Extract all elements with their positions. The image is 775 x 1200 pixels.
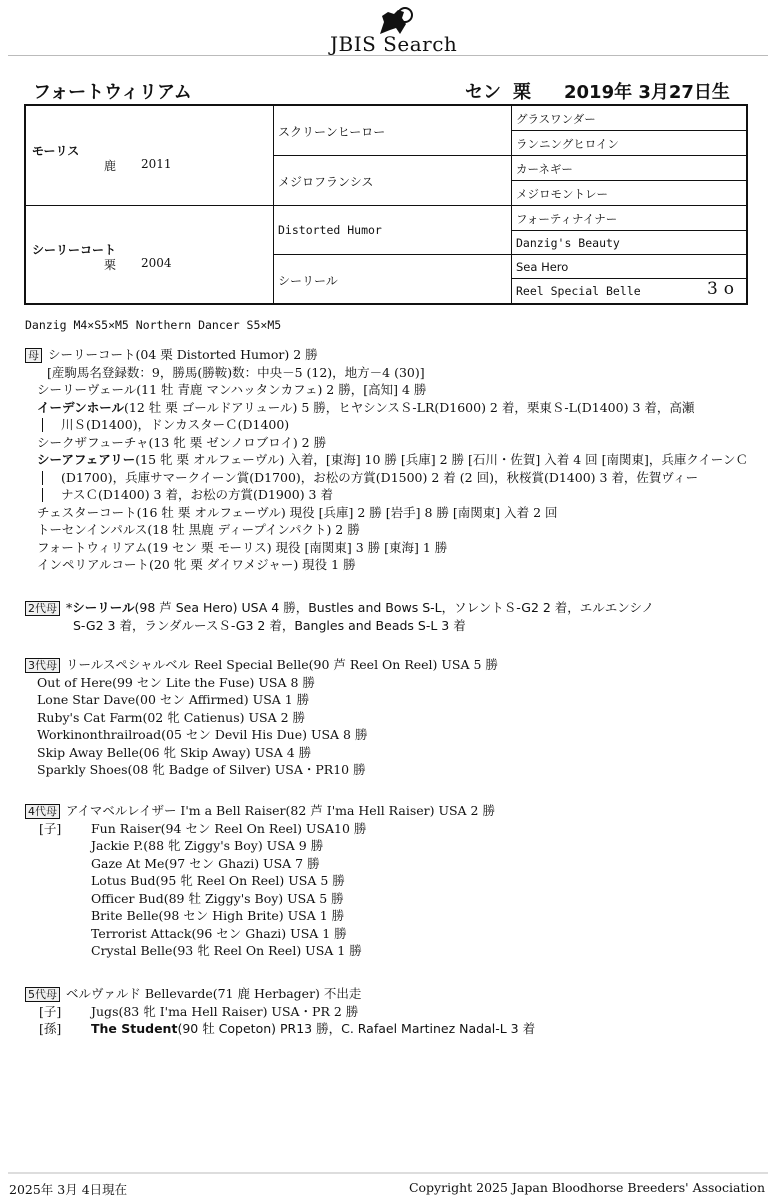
dam-progeny-line: [25, 504, 725, 522]
dam-sire-name[interactable]: Distorted Humor: [278, 223, 382, 237]
fourth-dam-head-text: アイマベルレイザー I'm a Bell Raiser(82 芦 I'ma Hell Raiser) USA 2 勝: [66, 803, 495, 818]
dam-head: [25, 346, 725, 364]
sire-cell: [26, 106, 274, 206]
third-dam-progeny-item: Lone Star Dave(00 セン Affirmed) USA 1 勝: [37, 692, 310, 707]
gen3-name-8[interactable]: Reel Special Belle: [516, 284, 641, 298]
progeny-record: Crystal Belle(93 牝 Reel On Reel) USA 1 勝: [91, 943, 362, 958]
horse-color: 栗: [513, 82, 531, 103]
progeny-record: トーセンインパルス(18 牡 黒鹿 ディープインパクト) 2 勝: [37, 522, 360, 537]
dam-progeny-list: [25, 381, 749, 574]
continuation-bar: [42, 488, 43, 502]
progeny-record: Lotus Bud(95 牝 Reel On Reel) USA 5 勝: [91, 873, 345, 888]
dam-progeny-line: [25, 434, 725, 452]
gen3-cell-4: [512, 181, 746, 206]
fifth-dam-head-text: ベルヴァルド Bellevarde(71 鹿 Herbager) 不出走: [66, 986, 362, 1001]
progeny-record: 川Ｓ(D1400)，ドンカスターＣ(D1400): [61, 417, 290, 432]
dam-dam-cell: [274, 255, 512, 303]
horse-name: フォートウィリアム: [33, 82, 192, 103]
second-dam-record-2: S-G2 3 着，ランダルースＳ-G3 2 着，Bangles and Beads S-L 3 着: [73, 617, 466, 633]
pedigree-table: [24, 104, 748, 305]
second-dam-tag: 2代母: [25, 601, 60, 616]
dam-year: 2004: [141, 256, 172, 270]
gen3-name-7[interactable]: Sea Hero: [516, 260, 569, 274]
progeny-record: チェスターコート(16 牡 栗 オルフェーヴル) 現役 [兵庫] 2 勝 [岩手] 8 勝 [南関東] 入着 2 回: [37, 504, 558, 520]
fourth-dam-progeny-item: [25, 872, 725, 890]
dam-progeny-line: [25, 469, 725, 487]
progeny-record: (D1700)，兵庫サマークイーン賞(D1700)，お松の方賞(D1500) 2 着 (2 回)，秋桜賞(D1400) 3 着，佐賀ヴィー: [61, 469, 699, 485]
third-dam-progeny-list: [25, 674, 725, 779]
gen3-cell-5: [512, 206, 746, 231]
second-dam-section: [25, 599, 725, 634]
dam-stats: [産駒馬名登録数：9，勝馬(勝鞍)数：中央－5 (12)，地方－4 (30)]: [47, 364, 425, 380]
family-number: 3o: [706, 279, 740, 299]
dam-sire-cell: [274, 206, 512, 255]
progeny-record: Terrorist Attack(96 セン Ghazi) USA 1 勝: [91, 925, 347, 941]
dam-tag: 母: [25, 348, 42, 363]
progeny-record: シークザフューチャ(13 牝 栗 ゼンノロブロイ) 2 勝: [37, 434, 327, 450]
third-dam-tag: 3代母: [25, 658, 60, 673]
gen3-cell-7: [512, 255, 746, 279]
fourth-dam-progeny-item: [25, 942, 725, 960]
sire-year: 2011: [141, 157, 172, 171]
third-dam-progeny-item: Workinonthrailroad(05 セン Devil His Due) USA 8 勝: [37, 727, 368, 742]
fifth-dam-grand-line: [25, 1020, 725, 1038]
gen3-name-6[interactable]: Danzig's Beauty: [516, 236, 620, 250]
gen3-name-5[interactable]: フォーティナイナー: [516, 212, 618, 226]
fifth-dam-grandchild-record: (90 牡 Copeton) PR13 勝，C. Rafael Martinez Nadal-L 3 着: [177, 1021, 536, 1036]
second-dam-name[interactable]: シーリール: [72, 600, 135, 615]
progeny-record: フォートウィリアム(19 セン 栗 モーリス) 現役 [南関東] 3 勝 [東海] 1 勝: [37, 539, 448, 555]
fifth-dam-tag: 5代母: [25, 987, 60, 1002]
fourth-dam-progeny-item: [25, 907, 725, 925]
progeny-record: Jackie P.(88 牝 Ziggy's Boy) USA 9 勝: [91, 838, 324, 853]
gen3-name-3[interactable]: カーネギー: [516, 162, 573, 176]
grandchild-label: [孫]: [39, 1021, 62, 1036]
fifth-dam-child-line: [25, 1003, 725, 1021]
fourth-dam-progeny-item: [25, 890, 725, 908]
progeny-record: Brite Belle(98 セン High Brite) USA 1 勝: [91, 908, 345, 923]
dam-progeny-line: [25, 521, 725, 539]
sire-name[interactable]: モーリス: [32, 144, 80, 158]
progeny-name[interactable]: イーデンホール: [37, 399, 125, 415]
third-dam-progeny-item: Ruby's Cat Farm(02 牝 Catienus) USA 2 勝: [37, 709, 306, 725]
progeny-name[interactable]: シーアフェアリー: [37, 452, 136, 467]
dam-cell: [26, 206, 274, 303]
gen3-cell-1: [512, 106, 746, 131]
fourth-dam-head: [25, 802, 725, 820]
header-divider: [8, 55, 768, 56]
third-dam-progeny-item: Skip Away Belle(06 牝 Skip Away) USA 4 勝: [37, 744, 312, 760]
continuation-bar: [42, 471, 43, 485]
footer-divider: [8, 1172, 768, 1174]
progeny-record: ナスＣ(D1400) 3 着，お松の方賞(D1900) 3 着: [61, 487, 333, 502]
third-dam-head-text: リールスペシャルベル Reel Special Belle(90 芦 Reel On Reel) USA 5 勝: [66, 657, 498, 672]
continuation-bar: [42, 418, 43, 432]
dam-head-text: シーリーコート(04 栗 Distorted Humor) 2 勝: [48, 347, 318, 362]
dam-dam-name[interactable]: シーリール: [278, 274, 338, 288]
gen3-cell-6: [512, 231, 746, 255]
sire-color: 鹿: [104, 159, 117, 173]
horse-sex: セン: [465, 82, 501, 103]
dam-progeny-line: [25, 556, 725, 574]
horse-title-row: [33, 78, 733, 102]
dam-name[interactable]: シーリーコート: [32, 243, 117, 257]
gen3-name-2[interactable]: ランニングヒロイン: [516, 137, 619, 151]
progeny-record: (15 牝 栗 オルフェーヴル) 入着，[東海] 10 勝 [兵庫] 2 勝 [石川・佐賀] 入着 4 回 [南関東]，兵庫クイーンＣ: [135, 452, 749, 467]
second-dam-record-1: (98 芦 Sea Hero) USA 4 勝，Bustles and Bows S-L，ソレントＳ-G2 2 着，エルエンシノ: [134, 600, 654, 615]
child-label: [子]: [39, 1003, 62, 1019]
dam-progeny-line: [25, 381, 725, 399]
fourth-dam-progeny-item: [25, 820, 725, 838]
page-header: [0, 0, 775, 62]
sire-sire-cell: [274, 106, 512, 156]
progeny-record: (12 牡 栗 ゴールドアリュール) 5 勝，ヒヤシンスＳ-LR(D1600) 2 着，栗東Ｓ-L(D1400) 3 着，高瀬: [124, 399, 695, 415]
gen3-name-1[interactable]: グラスワンダー: [516, 112, 596, 126]
dam-progeny-line: [25, 399, 725, 417]
third-dam-progeny-item: Out of Here(99 セン Lite the Fuse) USA 8 勝: [37, 674, 315, 690]
dam-progeny-line: [25, 451, 749, 469]
progeny-record: Fun Raiser(94 セン Reel On Reel) USA10 勝: [91, 820, 367, 836]
second-dam-line-1: [25, 599, 725, 617]
dam-color: 栗: [104, 258, 117, 272]
fourth-dam-progeny-item: [25, 837, 725, 855]
dam-progeny-line: [25, 539, 725, 557]
sire-sire-name[interactable]: スクリーンヒーロー: [278, 125, 386, 139]
fifth-dam-head: [25, 985, 725, 1003]
gen3-cell-2: [512, 131, 746, 156]
progeny-record: Gaze At Me(97 セン Ghazi) USA 7 勝: [91, 855, 320, 871]
fifth-dam-section: [25, 985, 725, 1038]
fourth-dam-progeny-item: [25, 925, 725, 943]
dam-section: [25, 346, 749, 574]
jbis-search-logo[interactable]: [330, 6, 460, 56]
progeny-record: シーリーヴェール(11 牡 青鹿 マンハッタンカフェ) 2 勝，[高知] 4 勝: [37, 382, 427, 397]
third-dam-progeny-item: Sparkly Shoes(08 牝 Badge of Silver) USA・PR10 勝: [37, 762, 366, 777]
inbreeding-cross: Danzig M4×S5×M5 Northern Dancer S5×M5: [25, 318, 282, 332]
sire-dam-cell: [274, 156, 512, 206]
third-dam-head: [25, 656, 725, 674]
as-of-date: 2025年 3月 4日現在: [9, 1182, 128, 1197]
gen3-cell-3: [512, 156, 746, 181]
dam-progeny-line: [25, 416, 725, 434]
progeny-record: インペリアルコート(20 牝 栗 ダイワメジャー) 現役 1 勝: [37, 557, 356, 572]
progeny-record: Officer Bud(89 牡 Ziggy's Boy) USA 5 勝: [91, 890, 344, 906]
second-dam-prefix: *: [66, 600, 73, 615]
gen3-name-4[interactable]: メジロモントレー: [516, 187, 608, 201]
copyright: Copyright 2025 Japan Bloodhorse Breeders' Association: [408, 1180, 765, 1195]
third-dam-section: [25, 656, 725, 779]
sire-dam-name[interactable]: メジロフランシス: [278, 175, 374, 189]
fourth-dam-section: [25, 802, 725, 960]
gen3-cell-8: [512, 279, 746, 303]
child-label: [子]: [39, 820, 62, 836]
fifth-dam-grandchild-name[interactable]: The Student: [91, 1021, 178, 1036]
horse-birthdate: 2019年 3月27日生: [564, 82, 730, 103]
logo-text: JBIS Search: [330, 32, 458, 56]
fourth-dam-progeny-item: [25, 855, 725, 873]
fourth-dam-progeny-list: [25, 820, 725, 960]
dam-progeny-line: [25, 486, 725, 504]
fourth-dam-tag: 4代母: [25, 804, 60, 819]
fifth-dam-child: Jugs(83 牝 I'ma Hell Raiser) USA・PR 2 勝: [91, 1003, 359, 1019]
